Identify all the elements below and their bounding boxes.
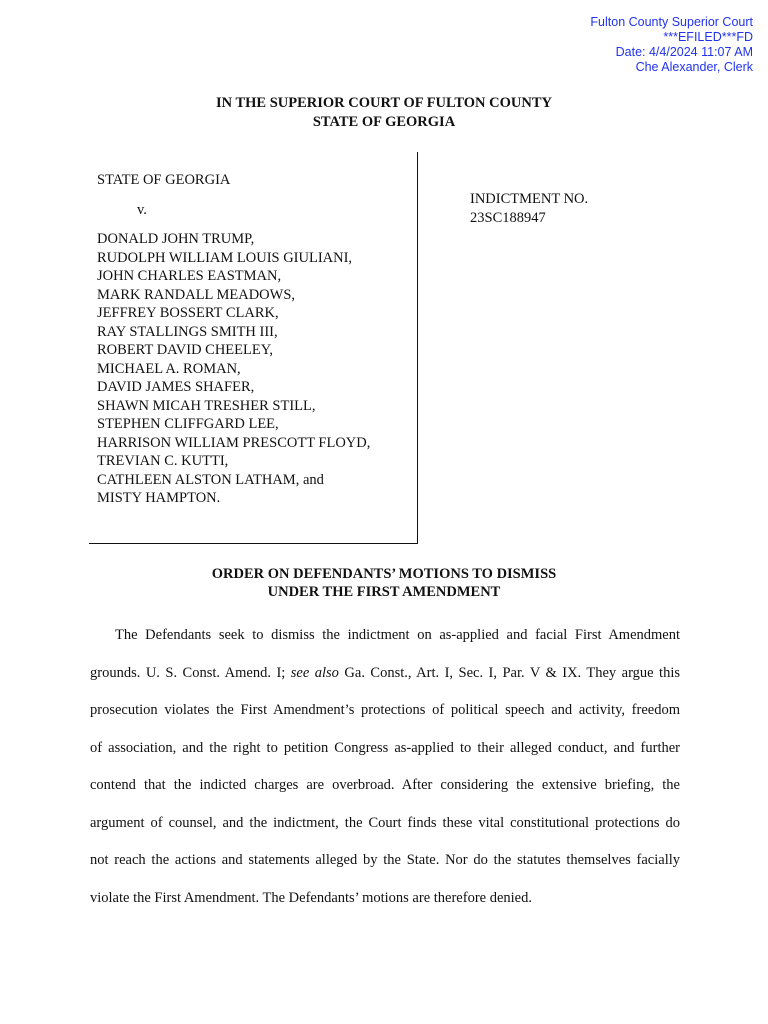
body-text-run: Ga. Const., Art. I, Sec. I, Par. V & IX. They argue this xyxy=(338,664,680,681)
body-line: of association, and the right to petition Congress as-applied to their alleged conduct, and further xyxy=(90,739,680,756)
defendant-name: MISTY HAMPTON. xyxy=(97,490,221,506)
efiled-stamp xyxy=(590,15,753,75)
stamp-status: ***EFILED***FD xyxy=(663,30,753,44)
body-line: argument of counsel, and the indictment, the Court finds these vital constitutional protections do xyxy=(90,814,680,831)
defendant-name: RUDOLPH WILLIAM LOUIS GIULIANI, xyxy=(97,249,353,266)
caption-vertical-divider xyxy=(417,152,418,544)
body-text-run: grounds. U. S. Const. Amend. I; xyxy=(90,664,291,681)
indictment-block xyxy=(470,190,588,227)
body-line: violate the First Amendment. The Defendants’ motions are therefore denied. xyxy=(90,889,532,906)
defendant-name: STEPHEN CLIFFGARD LEE, xyxy=(97,416,279,432)
defendant-list xyxy=(97,230,417,508)
stamp-court: Fulton County Superior Court xyxy=(590,15,753,29)
indictment-number: 23SC188947 xyxy=(470,209,546,226)
order-title-line1: ORDER ON DEFENDANTS’ MOTIONS TO DISMISS xyxy=(211,566,557,582)
body-line: prosecution violates the First Amendment’s protections of political speech and activity, freedom xyxy=(90,702,680,718)
defendant-name: HARRISON WILLIAM PRESCOTT FLOYD, xyxy=(97,434,371,451)
defendant-name: JOHN CHARLES EASTMAN, xyxy=(97,268,282,284)
court-title-line2: STATE OF GEORGIA xyxy=(312,114,456,130)
case-caption-parties xyxy=(97,171,417,508)
plaintiff-name: STATE OF GEORGIA xyxy=(97,172,231,188)
court-title xyxy=(0,94,768,132)
body-line: not reach the actions and statements alleged by the State. Nor do the statutes themselves facially xyxy=(90,852,680,868)
body-line: contend that the indicted charges are overbroad. After considering the extensive briefing, the xyxy=(90,777,680,793)
defendant-name: RAY STALLINGS SMITH III, xyxy=(97,323,278,340)
stamp-date: Date: 4/4/2024 11:07 AM xyxy=(615,45,753,59)
indictment-label: INDICTMENT NO. xyxy=(470,191,589,207)
defendant-name: SHAWN MICAH TRESHER STILL, xyxy=(97,397,316,414)
defendant-name: MICHAEL A. ROMAN, xyxy=(97,360,241,377)
caption-horizontal-divider xyxy=(89,543,418,544)
defendant-name: TREVIAN C. KUTTI, xyxy=(97,453,229,469)
court-title-line1: IN THE SUPERIOR COURT OF FULTON COUNTY xyxy=(215,95,552,111)
defendant-name: DAVID JAMES SHAFER, xyxy=(97,379,255,395)
defendant-name: DONALD JOHN TRUMP, xyxy=(97,231,255,247)
body-line: The Defendants seek to dismiss the indictment on as-applied and facial First Amendment xyxy=(115,627,680,643)
defendant-name: MARK RANDALL MEADOWS, xyxy=(97,286,296,303)
order-title-line2: UNDER THE FIRST AMENDMENT xyxy=(267,584,501,600)
defendant-name: CATHLEEN ALSTON LATHAM, and xyxy=(97,471,324,488)
defendant-name: ROBERT DAVID CHEELEY, xyxy=(97,342,273,358)
order-title xyxy=(0,565,768,601)
stamp-clerk: Che Alexander, Clerk xyxy=(635,60,753,74)
citation-signal: see also xyxy=(290,664,339,681)
defendant-name: JEFFREY BOSSERT CLARK, xyxy=(97,305,279,321)
order-body-paragraph xyxy=(90,617,680,917)
body-line xyxy=(90,655,680,693)
versus-label: v. xyxy=(137,201,147,218)
